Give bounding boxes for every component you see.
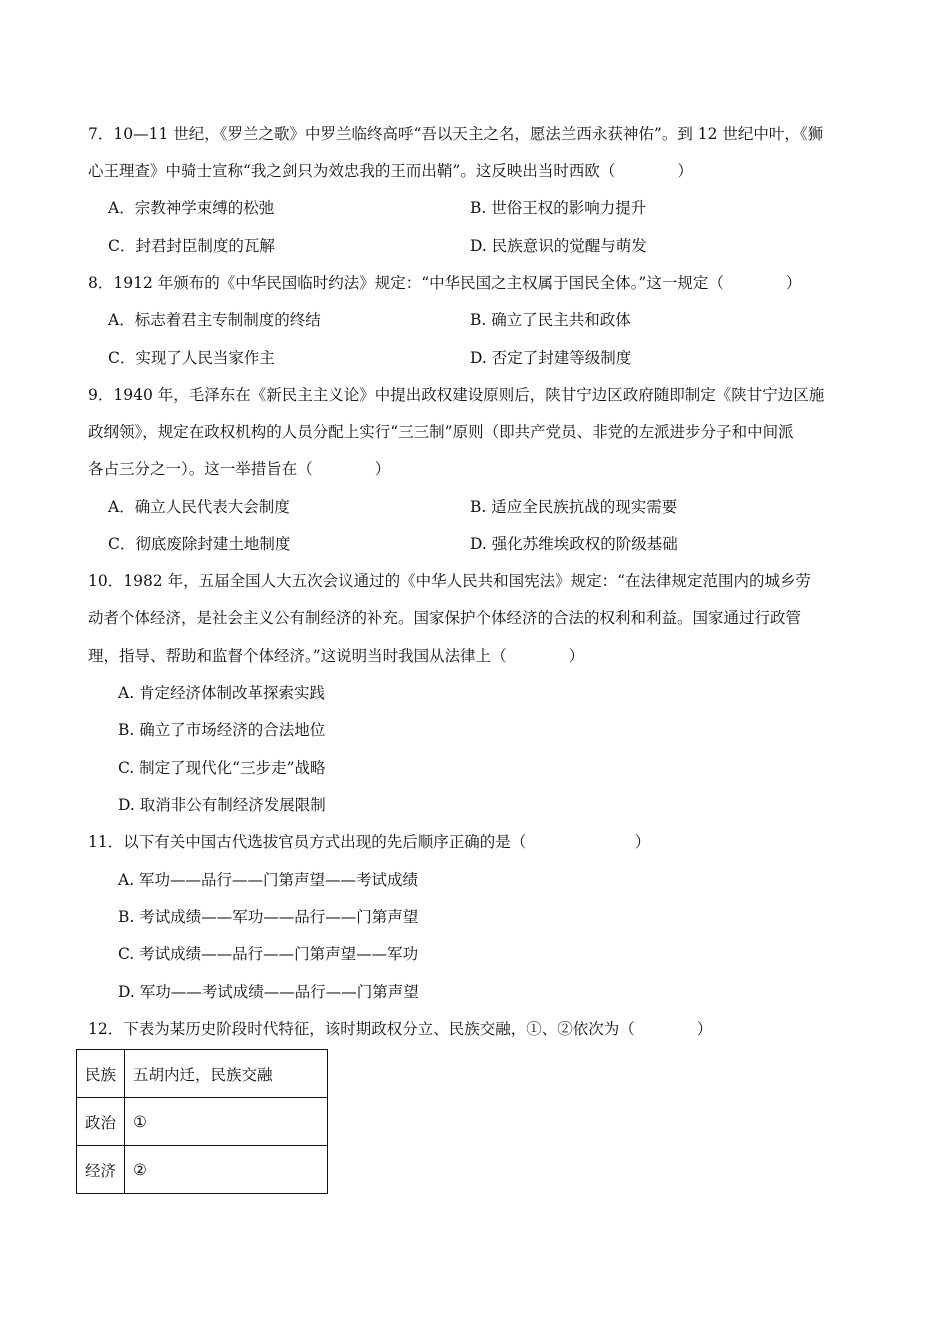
q7-option-a: A．宗教神学束缚的松弛 bbox=[108, 199, 275, 217]
q10-option-b: B. 确立了市场经济的合法地位 bbox=[118, 721, 326, 739]
q9-option-b: B. 适应全民族抗战的现实需要 bbox=[470, 498, 678, 516]
q9-stem-line1: 9．1940 年，毛泽东在《新民主主义论》中提出政权建设原则后，陕甘宁边区政府随即制定《陕甘宁边区施 bbox=[88, 386, 825, 404]
table-head-cell: 民族 bbox=[77, 1050, 125, 1098]
table-row bbox=[77, 1146, 328, 1194]
q7-stem-line1: 7．10—11 世纪，《罗兰之歌》中罗兰临终高呼“吾以天主之名，愿法兰西永获神佑”。到 12 世纪中叶，《狮 bbox=[88, 125, 824, 143]
q8-option-c: C．实现了人民当家作主 bbox=[108, 349, 275, 367]
q8-option-a: A．标志着君主专制制度的终结 bbox=[108, 311, 321, 329]
q12-stem-line1: 12．下表为某历史阶段时代特征，该时期政权分立、民族交融，①、②依次为（ ） bbox=[88, 1020, 713, 1038]
q7-option-d: D. 民族意识的觉醒与萌发 bbox=[470, 237, 647, 255]
q11-option-c: C. 考试成绩——品行——门第声望——军功 bbox=[118, 945, 419, 963]
q11-stem-line1: 11．以下有关中国古代选拔官员方式出现的先后顺序正确的是（ ） bbox=[88, 833, 651, 851]
q10-option-d: D. 取消非公有制经济发展限制 bbox=[118, 796, 326, 814]
q9-stem-line2: 政纲领》，规定在政权机构的人员分配上实行“三三制”原则（即共产党员、非党的左派进步分子和中间派 bbox=[88, 423, 794, 441]
q7-option-c: C．封君封臣制度的瓦解 bbox=[108, 237, 275, 255]
q10-option-a: A. 肯定经济体制改革探索实践 bbox=[118, 684, 326, 702]
table-value-cell: 五胡内迁，民族交融 bbox=[125, 1050, 328, 1098]
q9-stem-line3: 各占三分之一）。这一举措旨在（ ） bbox=[88, 460, 391, 478]
q11-option-b: B. 考试成绩——军功——品行——门第声望 bbox=[118, 908, 419, 926]
q9-option-c: C．彻底废除封建土地制度 bbox=[108, 535, 291, 553]
era-features-table bbox=[76, 1049, 328, 1194]
q7-stem-line2: 心王理查》中骑士宣称“我之剑只为效忠我的王而出鞘”。这反映出当时西欧（ ） bbox=[88, 162, 693, 180]
q9-option-a: A．确立人民代表大会制度 bbox=[108, 498, 290, 516]
q10-stem-line1: 10．1982 年，五届全国人大五次会议通过的《中华人民共和国宪法》规定：“在法律规定范围内的城乡劳 bbox=[88, 572, 812, 590]
table-head-cell: 经济 bbox=[77, 1146, 125, 1194]
table-value-cell: ② bbox=[125, 1146, 328, 1194]
q9-option-d: D. 强化苏维埃政权的阶级基础 bbox=[470, 535, 678, 553]
q7-option-b: B. 世俗王权的影响力提升 bbox=[470, 199, 647, 217]
q8-option-b: B. 确立了民主共和政体 bbox=[470, 311, 631, 329]
q11-option-d: D. 军功——考试成绩——品行——门第声望 bbox=[118, 983, 419, 1001]
table-row bbox=[77, 1050, 328, 1098]
q8-option-d: D. 否定了封建等级制度 bbox=[470, 349, 632, 367]
table-row bbox=[77, 1098, 328, 1146]
q11-option-a: A. 军功——品行——门第声望——考试成绩 bbox=[118, 871, 419, 889]
q8-stem-line1: 8．1912 年颁布的《中华民国临时约法》规定：“中华民国之主权属于国民全体。”这一规定（ ） bbox=[88, 274, 802, 292]
q10-stem-line3: 理，指导、帮助和监督个体经济。”这说明当时我国从法律上（ ） bbox=[88, 647, 585, 665]
q10-option-c: C. 制定了现代化“三步走”战略 bbox=[118, 759, 326, 777]
table-head-cell: 政治 bbox=[77, 1098, 125, 1146]
q10-stem-line2: 动者个体经济，是社会主义公有制经济的补充。国家保护个体经济的合法的权利和利益。国家通过行政管 bbox=[88, 609, 802, 627]
table-value-cell: ① bbox=[125, 1098, 328, 1146]
